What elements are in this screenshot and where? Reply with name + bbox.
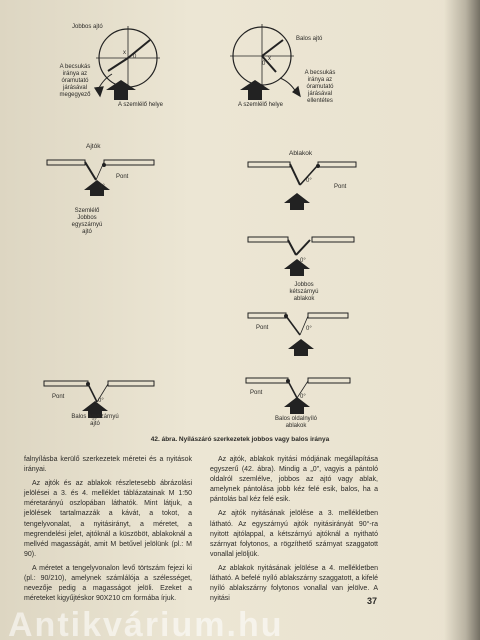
angle-label-1: 0° [99, 184, 105, 190]
left-door-title: Balos ajtó [296, 36, 323, 42]
closing-direction-label-left: A becsukás iránya az óramutató járásával megegyező [59, 64, 91, 98]
text-column-left [24, 455, 192, 608]
pont-label-3: Pont [256, 325, 269, 331]
angle-label-6: 0° [300, 394, 306, 400]
mark-o-right: 0 [262, 61, 266, 67]
mark-x: x [123, 50, 126, 56]
angle-label-2: 0° [306, 178, 312, 184]
watermark: Antikvárium.hu [8, 606, 284, 640]
figure-caption: 42. ábra. Nyílászáró szerkezetek jobbos vagy balos iránya [150, 436, 330, 443]
doors-heading: Ajtók [86, 143, 101, 150]
angle-label-5: 0° [98, 398, 104, 404]
angle-label-3: 0° [300, 258, 306, 264]
pont-label-5: Pont [250, 390, 263, 396]
pont-label-1: Pont [116, 174, 129, 180]
page-number: 37 [367, 596, 378, 606]
paragraph: Az ajtók és az ablakok részletesebb ábrázolási jelölései a 3. és 4. melléklet táblázatainak M 1:50 méretarányú oszlopában láthatók. Mint látjuk, a jelölések tartalmazzák a kávát, a tokot, a tengelyvonalat, a nyitásirányt, a méretet, a megrendelési jelet, ajtóknál a küszöböt, ablakoknál a mellvéd magasságát, amit M betűvel jelölünk (pl.: M 90). [24, 480, 192, 558]
top-left-diagram [95, 26, 160, 100]
side-window-label: Balos oldalnyíló ablakok [274, 416, 318, 429]
paragraph: Az ajtók, ablakok nyitási módjának megállapítása egyszerű (42. ábra). Mindig a „0", vagyis a pántoló oldalról szemlélve, jobbos az ajtó vagy ablak, amelynek pántolása jobb kéz felé esik, balos, ha a pántolás bal kéz felé esik. [210, 456, 378, 504]
right-door-title: Jobbos ajtó [72, 24, 103, 30]
paragraph: A méretet a tengelyvonalon levő törtszám fejezi ki (pl.: 90/210), amelynek számlálója a szélességet, nevezője pedig a magasságot jelöli. Ezeket a méreteket kigyűjtéskor 90X210 cm formába írjuk. [24, 564, 192, 603]
windows-heading: Ablakok [289, 150, 313, 157]
mark-o: 0 [133, 54, 137, 60]
double-window-label: Jobbos kétszárnyú ablakok [289, 282, 319, 302]
observer-position-left: A szemlélő helye [118, 102, 164, 108]
window-left-single [248, 313, 348, 356]
paragraph: falnyílásba kerülő szerkezetek méretei és a nyitások irányai. [24, 456, 192, 474]
mark-x-right: x [268, 56, 271, 62]
closing-direction-label-right: A becsukás iránya az óramutató járásával ellentétes [304, 70, 336, 104]
pont-label-2: Pont [334, 184, 347, 190]
window-double-2 [248, 237, 354, 276]
text-column-right [210, 455, 378, 608]
pont-label-4: Pont [52, 394, 65, 400]
observer-position-right: A szemlélő helye [238, 102, 284, 108]
left-single-door-label: Balos egyszárnyú ajtó [71, 414, 119, 427]
paragraph: Az ablakok nyitásának jelölése a 4. mellékletben látható. A befelé nyíló ablakszárny szaggatott, a kifelé nyíló ablakszárny folytonos vonallal van jelölve. A nyitási [210, 564, 378, 603]
paragraph: Az ajtók nyitásának jelölése a 3. mellékletben látható. Az egyszárnyú ajtók nyitásirányát 90°-ra nyitott ajtólappal, a kétszárnyú ajtóknál a nyitható szárnyat folytonos, a rögzíthető szárnyat szaggatott vonallal jelöljük. [210, 510, 378, 558]
right-single-door-label: Szemlélő Jobbos egyszárnyú ajtó [71, 208, 103, 235]
angle-label-4: 0° [306, 326, 312, 332]
